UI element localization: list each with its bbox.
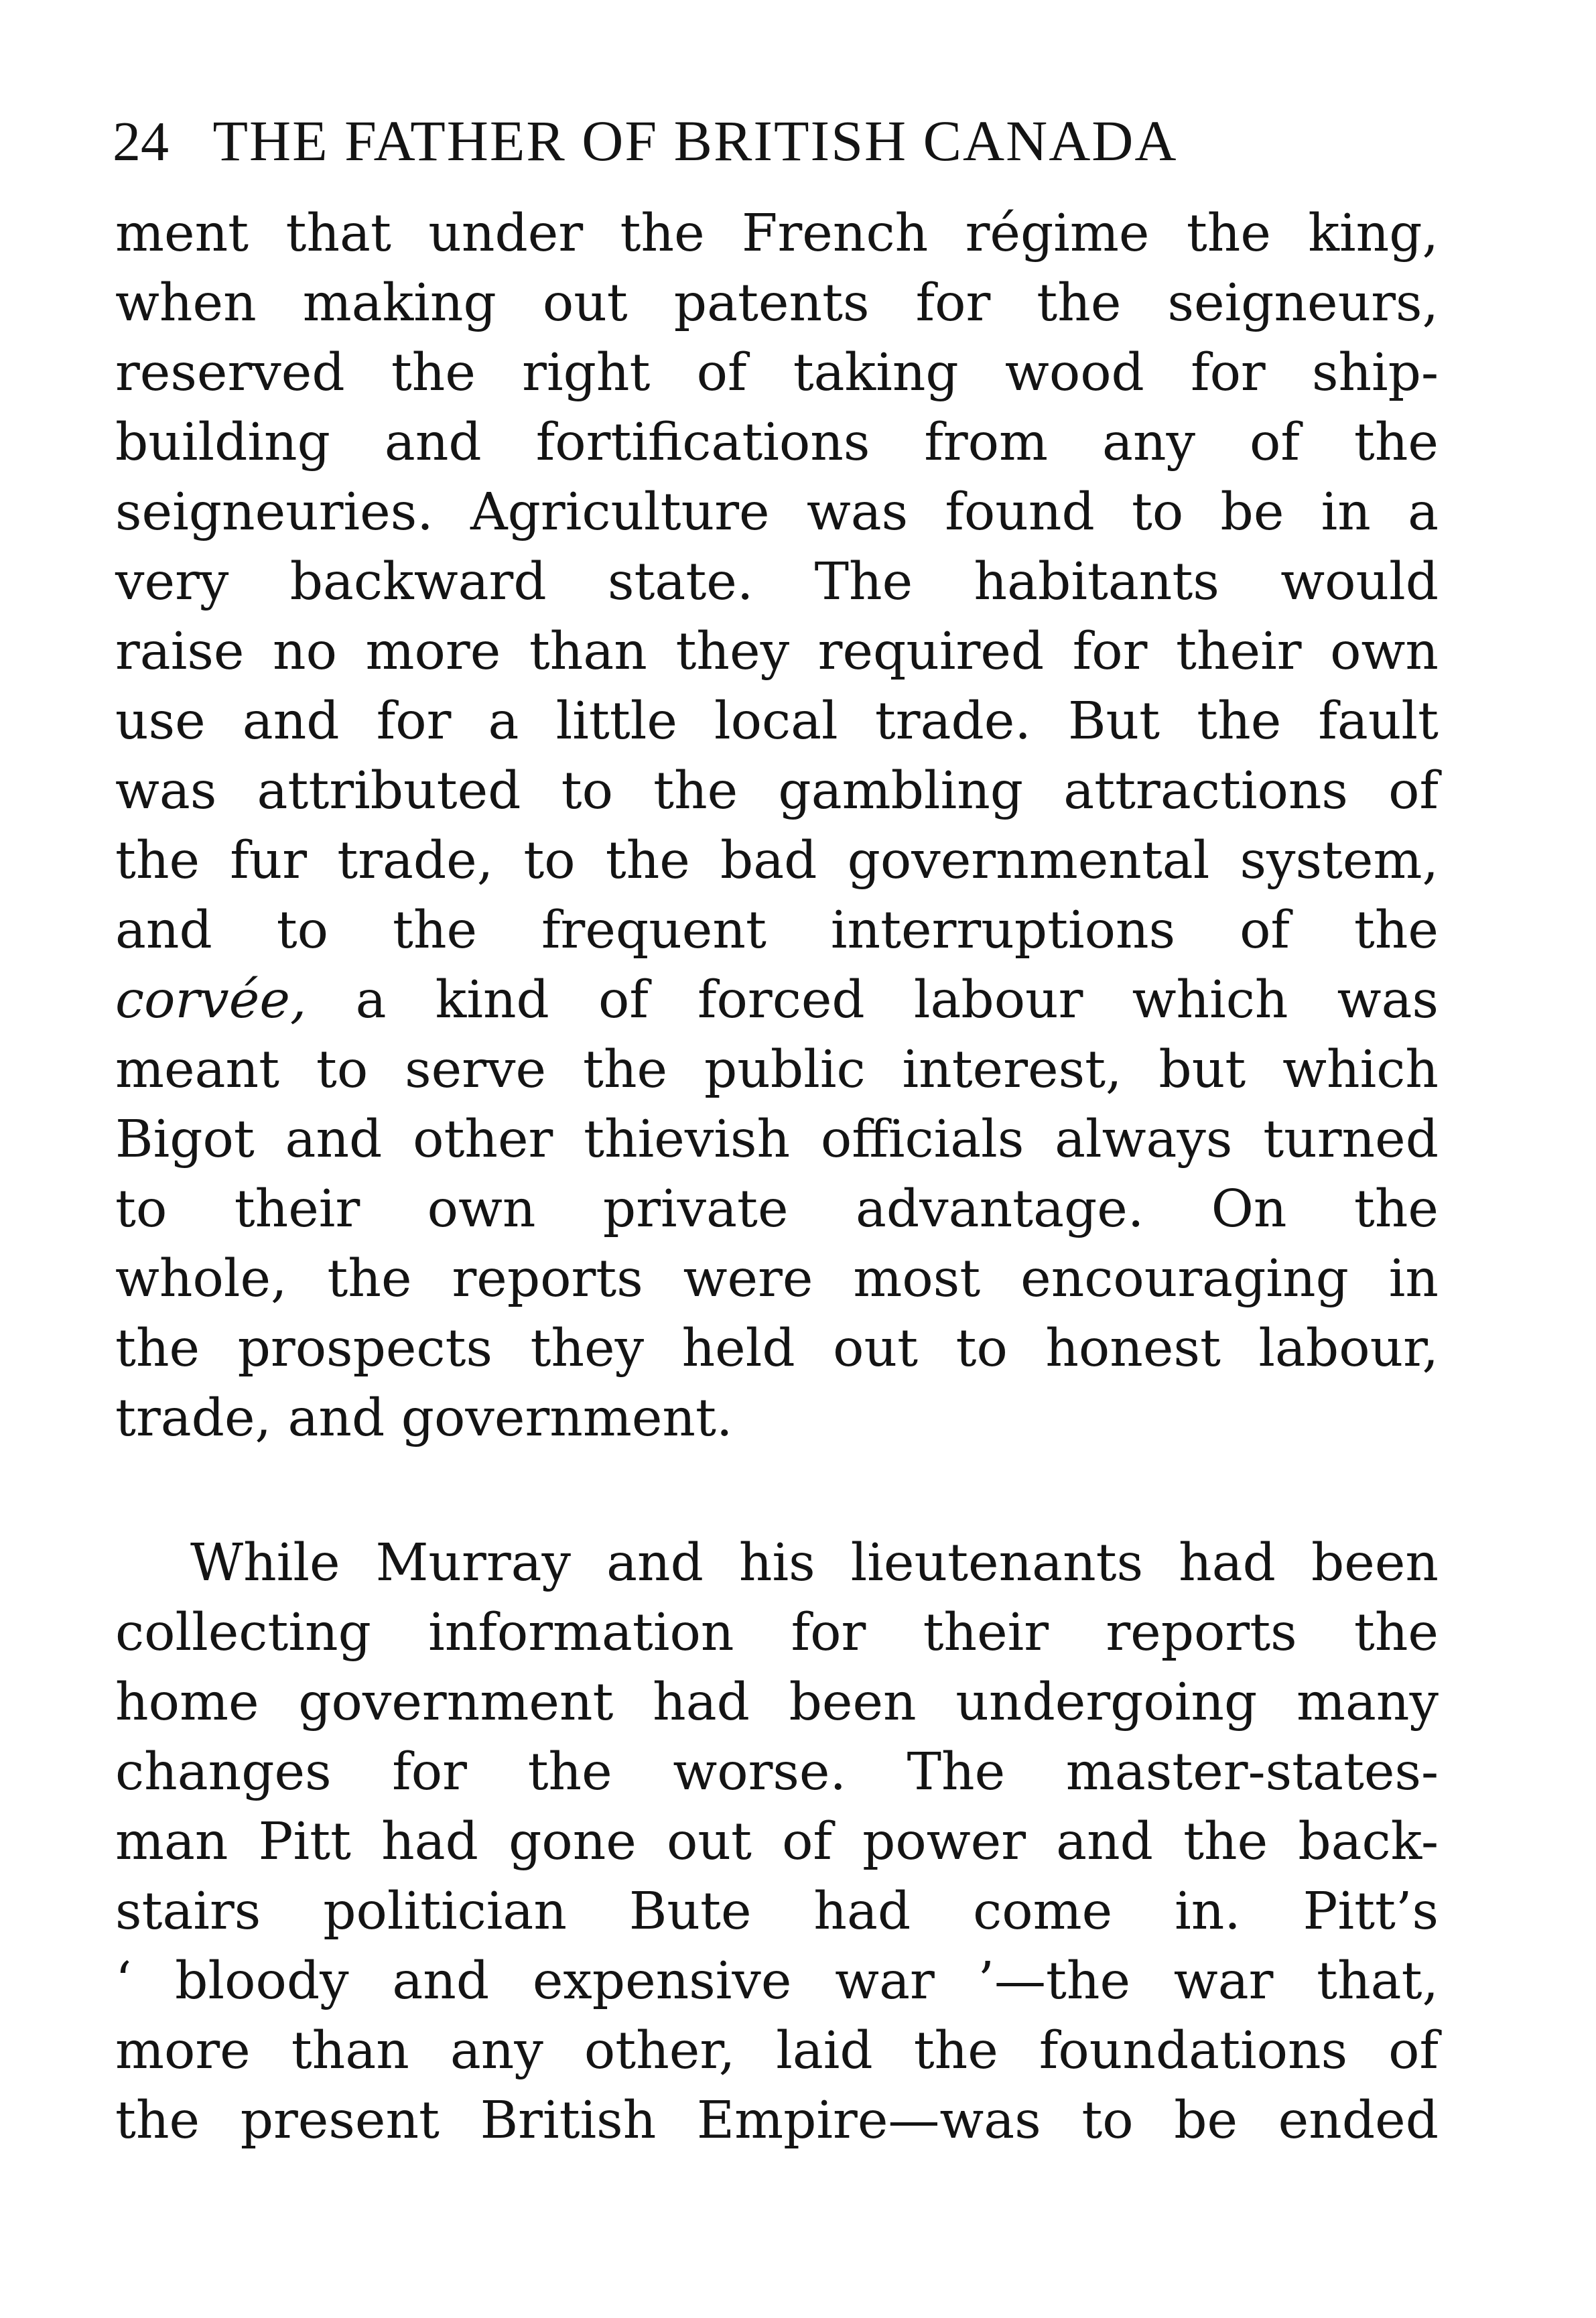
text-line: While Murray and his lieutenants had been	[190, 1533, 1439, 1593]
text-line: the prospects they held out to honest labour,	[115, 1319, 1439, 1378]
text-line: the present British Empire—was to be ended	[115, 2091, 1439, 2150]
page-header	[113, 101, 1453, 181]
text-line: use and for a little local trade. But the fault	[115, 692, 1439, 751]
text-line: building and fortifications from any of the	[115, 413, 1439, 472]
text-line: when making out patents for the seigneurs,	[115, 273, 1439, 333]
text-line-rest: a kind of forced labour which was	[355, 970, 1439, 1030]
paragraph-2	[115, 1529, 1439, 2156]
running-title: THE FATHER OF BRITISH CANADA	[212, 109, 1178, 173]
text-line: seigneuries. Agriculture was found to be in a	[115, 482, 1439, 542]
text-line: was attributed to the gambling attractions of	[115, 761, 1439, 821]
text-line: man Pitt had gone out of power and the back-	[115, 1812, 1439, 1872]
text-line: home government had been undergoing many	[115, 1673, 1439, 1732]
text-line: more than any other, laid the foundations of	[115, 2021, 1439, 2081]
italic-term: corvée,	[115, 970, 307, 1030]
text-line: reserved the right of taking wood for ship-	[115, 343, 1439, 403]
text-line: raise no more than they required for their own	[115, 622, 1439, 682]
body-text	[115, 199, 1439, 2156]
text-line: changes for the worse. The master-states-	[115, 1742, 1439, 1802]
text-line: the fur trade, to the bad governmental system,	[115, 831, 1439, 891]
text-line: meant to serve the public interest, but which	[115, 1040, 1439, 1100]
page-number: 24	[113, 111, 169, 173]
paragraph-1	[115, 199, 1439, 1454]
text-line: and to the frequent interruptions of the	[115, 901, 1439, 960]
paragraph-break	[115, 1454, 1439, 1529]
text-line: to their own private advantage. On the	[115, 1179, 1439, 1239]
text-line: collecting information for their reports the	[115, 1603, 1439, 1663]
text-line: Bigot and other thievish officials always turned	[115, 1110, 1439, 1169]
text-line: ‘ bloody and expensive war ’—the war that,	[115, 1951, 1439, 2011]
text-line: whole, the reports were most encouraging in	[115, 1249, 1439, 1309]
text-line: stairs politician Bute had come in. Pitt’s	[115, 1882, 1439, 1941]
text-line-with-italic	[115, 966, 1439, 1035]
text-line: ment that under the French régime the king,	[115, 204, 1439, 263]
text-line: very backward state. The habitants would	[115, 552, 1439, 612]
text-line: trade, and government.	[115, 1389, 733, 1448]
